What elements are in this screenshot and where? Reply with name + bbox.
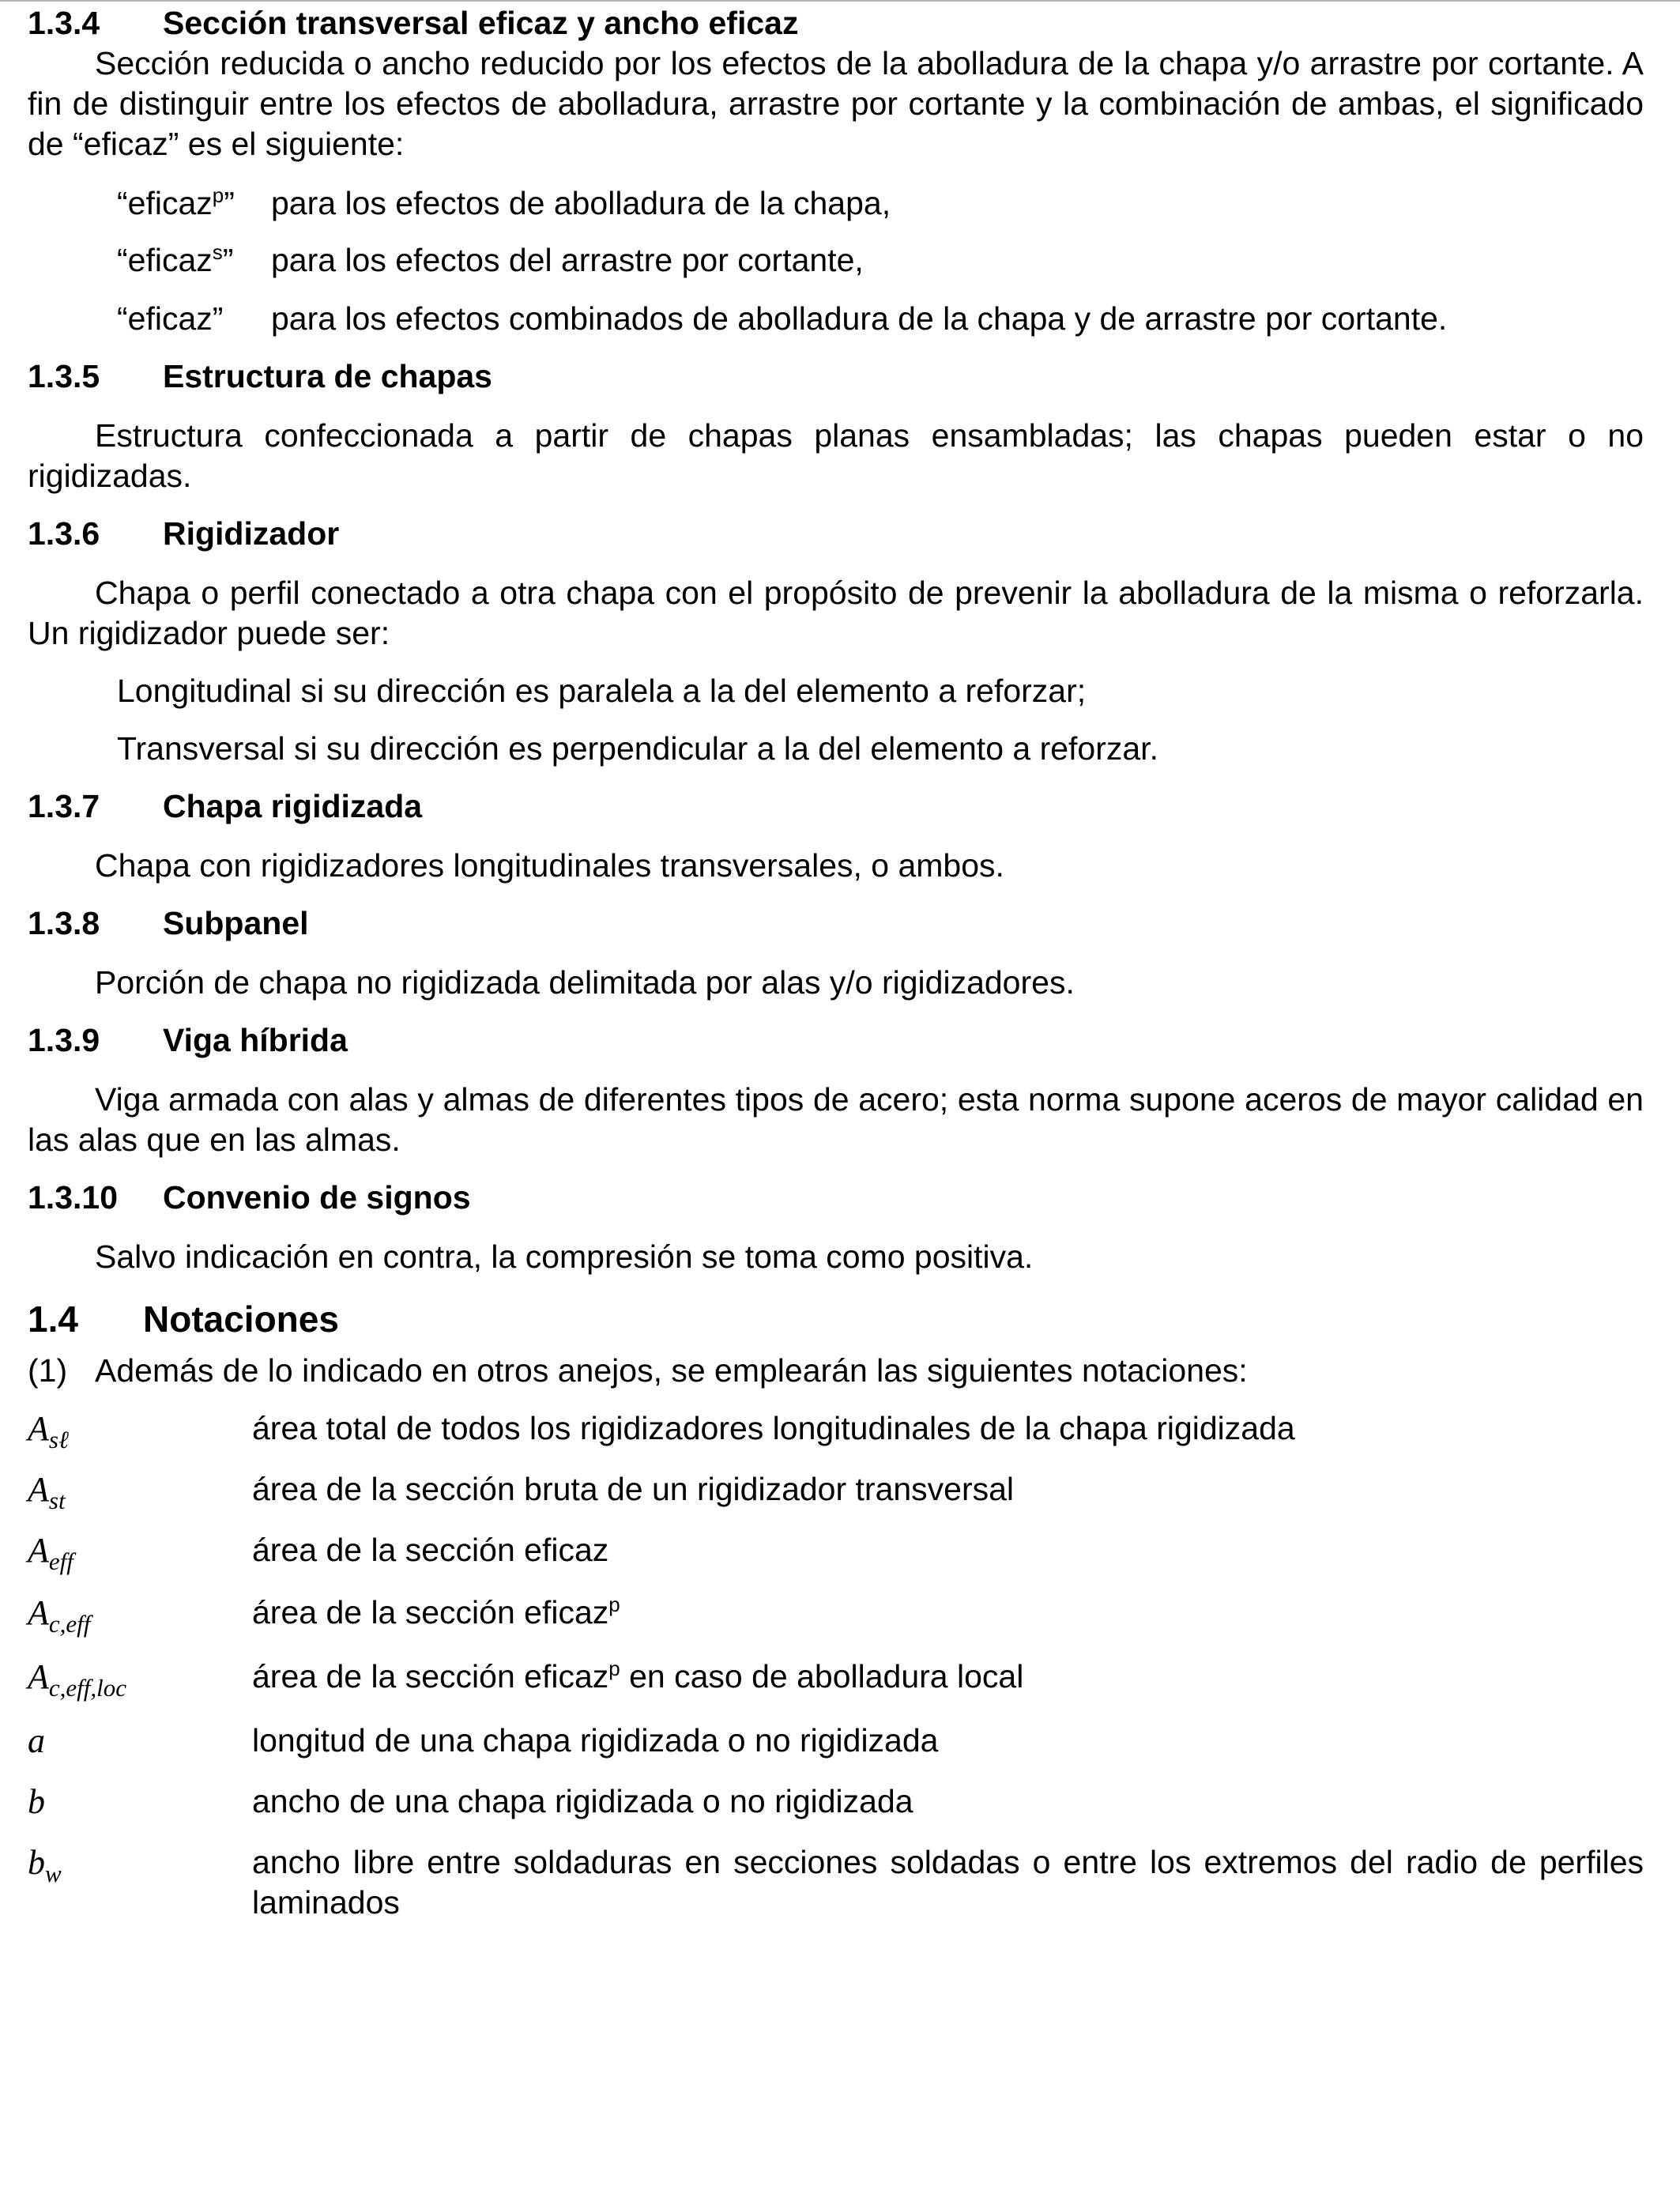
notation-row (28, 1469, 1644, 1514)
section-title: Rigidizador (163, 515, 340, 552)
section-body: Salvo indicación en contra, la compresión se toma como positiva. (95, 1238, 1034, 1275)
section-number: 1.3.4 (28, 5, 100, 41)
section-number: 1.3.9 (28, 1022, 100, 1058)
eficaz-term: “eficaz$^p$” (117, 183, 235, 221)
section-body: Estructura confeccionada a partir de chapas planas ensambladas; las chapas pueden estar o no rigidizadas. (28, 417, 1644, 494)
notation-symbol: $A_{s\ell}$ (28, 1409, 69, 1453)
notation-symbol: a (28, 1721, 45, 1760)
notation-description: área de la sección bruta de un rigidizador transversal (252, 1471, 1015, 1507)
notation-list (28, 1408, 1644, 1923)
notation-row (28, 1781, 1644, 1822)
section-title: Subpanel (163, 905, 309, 941)
section-heading-1-4 (28, 1298, 1644, 1341)
section-title: Viga híbrida (163, 1022, 348, 1058)
eficaz-term: “eficaz” (117, 300, 224, 337)
notation-symbol: $A_{st}$ (28, 1470, 66, 1514)
notation-description: longitud de una chapa rigidizada o no rigidizada (252, 1722, 939, 1759)
notation-description: área de la sección eficaz$^p$ (252, 1593, 620, 1630)
notation-row (28, 1593, 1644, 1638)
top-rule (0, 0, 1680, 2)
eficaz-definition-row (117, 240, 1644, 281)
section-title: Chapa rigidizada (163, 788, 423, 824)
section-body: Porción de chapa no rigidizada delimitada por alas y/o rigidizadores. (95, 964, 1075, 1001)
eficaz-term: “eficaz$^s$” (117, 240, 234, 278)
section-number: 1.3.5 (28, 358, 100, 394)
section-number: 1.3.7 (28, 788, 100, 824)
section-heading-1-3-6 (28, 514, 1644, 554)
notation-description: área de la sección eficaz$^p$ en caso de abolladura local (252, 1657, 1024, 1695)
section-title: Estructura de chapas (163, 358, 492, 394)
page-content (28, 3, 1644, 1923)
clause-number: (1) (28, 1352, 68, 1389)
notation-symbol: b (28, 1782, 45, 1821)
notation-symbol: $A_{c,eff,loc}$ (28, 1657, 127, 1702)
notation-symbol: $A_{eff}$ (28, 1531, 73, 1575)
section-title: Convenio de signos (163, 1179, 471, 1216)
section-heading-1-3-7 (28, 786, 1644, 827)
stiffener-type-item: Transversal si su dirección es perpendicular a la del elemento a reforzar. (117, 730, 1158, 767)
section-title: Notaciones (143, 1299, 339, 1340)
section-heading-1-3-8 (28, 903, 1644, 944)
stiffener-type-item: Longitudinal si su dirección es paralela a la del elemento a reforzar; (117, 673, 1087, 709)
notation-description: ancho de una chapa rigidizada o no rigidizada (252, 1783, 913, 1819)
notation-row (28, 1721, 1644, 1761)
section-number: 1.3.10 (28, 1179, 118, 1216)
eficaz-definition-row (117, 299, 1644, 339)
section-body: Chapa con rigidizadores longitudinales transversales, o ambos. (95, 847, 1004, 884)
notation-symbol: $A_{c,eff}$ (28, 1593, 91, 1638)
section-number: 1.4 (28, 1299, 78, 1340)
eficaz-definition-row (117, 183, 1644, 224)
section-number: 1.3.8 (28, 905, 100, 941)
section-heading-1-3-9 (28, 1020, 1644, 1061)
notation-description: ancho libre entre soldaduras en secciones soldadas o entre los extremos del radio de perfiles laminados (252, 1844, 1644, 1921)
section-body: Sección reducida o ancho reducido por los efectos de la abolladura de la chapa y/o arrastre por cortante. A fin de distinguir entre los efectos de abolladura, arrastre por cortante y la combinación de ambas, el significado de “eficaz” es el siguiente: (28, 45, 1644, 162)
section-heading-1-3-4 (28, 3, 1644, 43)
notation-description: área total de todos los rigidizadores longitudinales de la chapa rigidizada (252, 1410, 1295, 1446)
notation-description: área de la sección eficaz (252, 1532, 609, 1568)
section-title: Sección transversal eficaz y ancho eficaz (163, 5, 799, 41)
eficaz-meaning: para los efectos de abolladura de la chapa, (271, 185, 891, 221)
notation-symbol: $b_w$ (28, 1843, 62, 1887)
section-heading-1-3-5 (28, 356, 1644, 397)
clause-text: Además de lo indicado en otros anejos, se emplearán las siguientes notaciones: (95, 1352, 1248, 1389)
notation-row (28, 1842, 1644, 1923)
section-body: Viga armada con alas y almas de diferentes tipos de acero; esta norma supone aceros de mayor calidad en las alas que en las almas. (28, 1081, 1644, 1158)
section-number: 1.3.6 (28, 515, 100, 552)
eficaz-meaning: para los efectos del arrastre por cortante, (271, 242, 864, 278)
notations-intro (28, 1351, 1644, 1391)
eficaz-meaning: para los efectos combinados de abolladura de la chapa y de arrastre por cortante. (271, 300, 1448, 337)
notation-row (28, 1408, 1644, 1453)
section-body: Chapa o perfil conectado a otra chapa con el propósito de prevenir la abolladura de la misma o reforzarla. Un rigidizador puede ser: (28, 575, 1644, 651)
notation-row (28, 1657, 1644, 1702)
notation-row (28, 1530, 1644, 1575)
section-heading-1-3-10 (28, 1178, 1644, 1218)
